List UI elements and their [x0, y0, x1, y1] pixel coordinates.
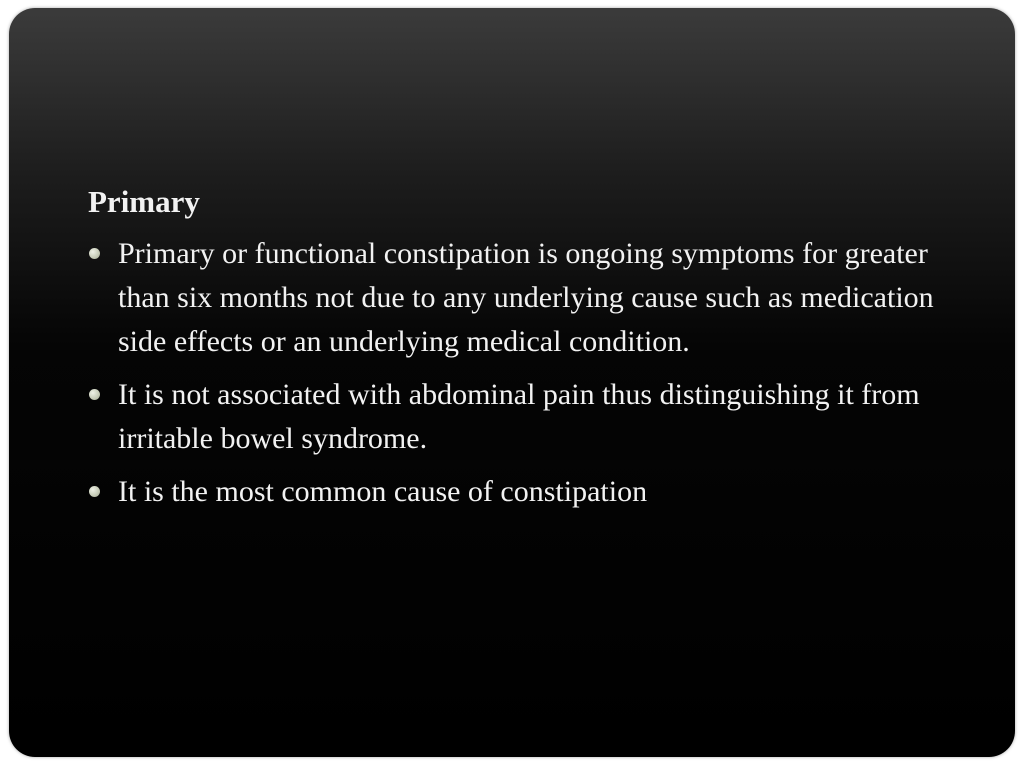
bullet-item	[88, 373, 968, 461]
bullet-dot-icon	[89, 486, 100, 497]
slide-content	[88, 184, 968, 523]
bullet-item	[88, 232, 968, 364]
slide-heading: Primary	[88, 184, 200, 219]
slide	[9, 8, 1015, 757]
bullet-text: It is not associated with abdominal pain thus distinguishing it from irritable bowel syndrome.	[118, 378, 920, 455]
bullet-item	[88, 470, 968, 514]
bullet-text: It is the most common cause of constipation	[118, 475, 648, 508]
bullet-dot-icon	[89, 389, 100, 400]
bullet-list	[88, 232, 968, 514]
bullet-dot-icon	[89, 248, 100, 259]
bullet-text: Primary or functional constipation is ongoing symptoms for greater than six months not due to any underlying cause such as medication side effects or an underlying medical condition.	[118, 237, 934, 358]
